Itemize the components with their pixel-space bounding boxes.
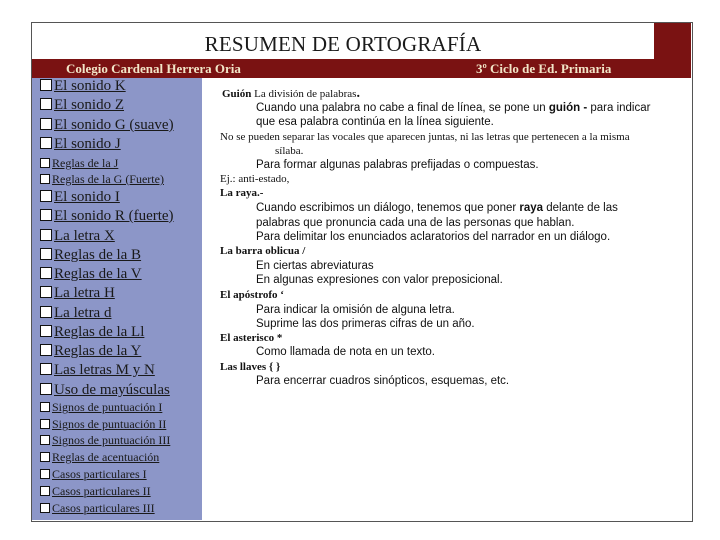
- checkbox-bullet-icon: [40, 503, 50, 513]
- nav-item-puntuacion-1[interactable]: Signos de puntuación I: [40, 400, 162, 415]
- nav-item-casos-2[interactable]: Casos particulares II: [40, 484, 151, 499]
- checkbox-bullet-icon: [40, 190, 52, 202]
- checkbox-bullet-icon: [40, 306, 52, 318]
- nav-item-reglas-y[interactable]: Reglas de la Y: [40, 343, 141, 360]
- nav-item-el-sonido-z[interactable]: El sonido Z: [40, 97, 124, 114]
- nav-item-reglas-j[interactable]: Reglas de la J: [40, 156, 118, 171]
- checkbox-bullet-icon: [40, 419, 50, 429]
- guion-rule-1-cont: que esa palabra continúa en la línea siguiente.: [256, 116, 494, 128]
- checkbox-bullet-icon: [40, 248, 52, 260]
- checkbox-bullet-icon: [40, 452, 50, 462]
- nav-item-reglas-v[interactable]: Reglas de la V: [40, 266, 142, 283]
- page-title: RESUMEN DE ORTOGRAFÍA: [204, 32, 482, 56]
- title-accent-block: [654, 23, 691, 59]
- barra-rule-1: En ciertas abreviaturas: [256, 260, 374, 272]
- nav-item-letras-m-n[interactable]: Las letras M y N: [40, 362, 155, 379]
- raya-rule-1: Cuando escribimos un diálogo, tenemos que poner raya delante de las: [256, 202, 618, 214]
- nav-item-el-sonido-r[interactable]: El sonido R (fuerte): [40, 208, 174, 225]
- nav-item-reglas-g[interactable]: Reglas de la G (Fuerte): [40, 172, 164, 187]
- checkbox-bullet-icon: [40, 158, 50, 168]
- checkbox-bullet-icon: [40, 98, 52, 110]
- llaves-heading: Las llaves { }: [220, 361, 281, 373]
- barra-rule-2: En algunas expresiones con valor preposicional.: [256, 274, 503, 286]
- apostrofo-rule-2: Suprime las dos primeras cifras de un año.: [256, 318, 475, 330]
- nav-item-puntuacion-2[interactable]: Signos de puntuación II: [40, 417, 166, 432]
- checkbox-bullet-icon: [40, 229, 52, 241]
- nav-item-acentuacion[interactable]: Reglas de acentuación: [40, 450, 159, 465]
- checkbox-bullet-icon: [40, 325, 52, 337]
- raya-rule-1-cont: palabras que pronuncia cada una de las personas que hablan.: [256, 217, 575, 229]
- guion-example: Ej.: anti-estado,: [220, 173, 290, 185]
- checkbox-bullet-icon: [40, 174, 50, 184]
- guion-rule-3: Para formar algunas palabras prefijadas o compuestas.: [256, 159, 539, 171]
- nav-item-mayusculas[interactable]: Uso de mayúsculas: [40, 382, 170, 399]
- guion-heading: Guión La división de palabras.: [222, 86, 360, 101]
- guion-rule-1: Cuando una palabra no cabe a final de línea, se pone un guión - para indicar: [256, 102, 651, 114]
- nav-item-el-sonido-i[interactable]: El sonido I: [40, 189, 120, 206]
- cycle-label: 3º Ciclo de Ed. Primaria: [476, 61, 612, 76]
- checkbox-bullet-icon: [40, 137, 52, 149]
- nav-item-puntuacion-3[interactable]: Signos de puntuación III: [40, 433, 170, 448]
- nav-item-el-sonido-k[interactable]: El sonido K: [40, 78, 126, 95]
- checkbox-bullet-icon: [40, 286, 52, 298]
- checkbox-bullet-icon: [40, 209, 52, 221]
- nav-item-letra-x[interactable]: La letra X: [40, 228, 115, 245]
- checkbox-bullet-icon: [40, 469, 50, 479]
- barra-heading: La barra oblicua /: [220, 245, 306, 257]
- checkbox-bullet-icon: [40, 118, 52, 130]
- nav-item-letra-h[interactable]: La letra H: [40, 285, 115, 302]
- checkbox-bullet-icon: [40, 486, 50, 496]
- apostrofo-heading: El apóstrofo ‘: [220, 289, 284, 301]
- asterisco-rule-1: Como llamada de nota en un texto.: [256, 346, 436, 358]
- llaves-rule-1: Para encerrar cuadros sinópticos, esquemas, etc.: [256, 375, 510, 387]
- checkbox-bullet-icon: [40, 383, 52, 395]
- guion-rule-2-cont: sílaba.: [275, 145, 304, 157]
- guion-rule-2: No se pueden separar las vocales que aparecen juntas, ni las letras que pertenecen a la misma: [220, 131, 630, 143]
- nav-item-letra-d[interactable]: La letra d: [40, 305, 111, 322]
- checkbox-bullet-icon: [40, 79, 52, 91]
- checkbox-bullet-icon: [40, 344, 52, 356]
- checkbox-bullet-icon: [40, 267, 52, 279]
- title-bar: [32, 23, 654, 60]
- nav-item-casos-1[interactable]: Casos particulares I: [40, 467, 147, 482]
- asterisco-heading: El asterisco *: [220, 332, 283, 344]
- checkbox-bullet-icon: [40, 402, 50, 412]
- nav-item-reglas-ll[interactable]: Reglas de la Ll: [40, 324, 144, 341]
- school-name: Colegio Cardenal Herrera Oria: [66, 61, 241, 76]
- nav-item-el-sonido-g[interactable]: El sonido G (suave): [40, 117, 174, 134]
- checkbox-bullet-icon: [40, 435, 50, 445]
- nav-item-casos-3[interactable]: Casos particulares III: [40, 501, 155, 516]
- nav-item-reglas-b[interactable]: Reglas de la B: [40, 247, 141, 264]
- apostrofo-rule-1: Para indicar la omisión de alguna letra.: [256, 304, 455, 316]
- raya-heading: La raya.-: [220, 187, 264, 199]
- checkbox-bullet-icon: [40, 363, 52, 375]
- nav-item-el-sonido-j[interactable]: El sonido J: [40, 136, 121, 153]
- raya-rule-2: Para delimitar los enunciados aclaratorios del narrador en un diálogo.: [256, 231, 611, 243]
